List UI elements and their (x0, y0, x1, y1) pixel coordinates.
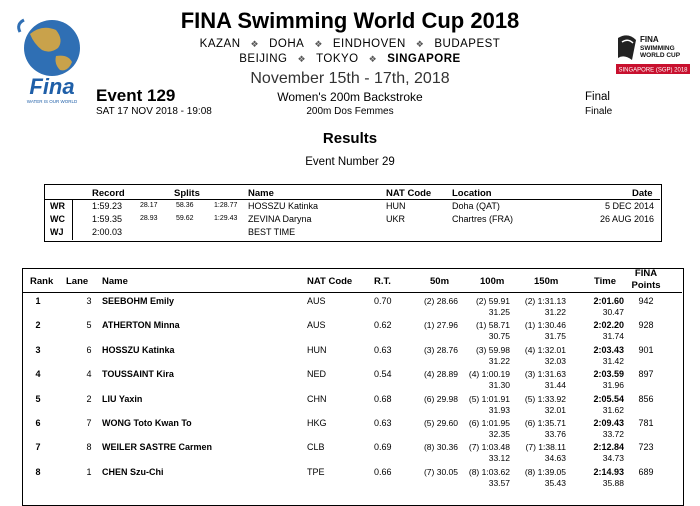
result-lane: 2 (86, 394, 92, 404)
result-swimmer-name: WONG Toto Kwan To (102, 418, 192, 428)
result-fina-points: 689 (638, 467, 654, 477)
separator-icon: ❖ (415, 39, 425, 49)
result-lap-200m: 30.47 (602, 307, 624, 317)
result-lap-100m: 31.30 (488, 380, 510, 390)
result-swimmer-name: SEEBOHM Emily (102, 296, 175, 306)
result-split-150m: (4) 1:32.01 (524, 345, 566, 355)
record-split-150: 1:29.43 (214, 215, 238, 222)
results-header-rt: R.T. (374, 276, 391, 287)
results-divider (22, 292, 682, 293)
result-split-150m: (8) 1:39.05 (524, 467, 566, 477)
record-split-50: 28.93 (140, 215, 158, 222)
records-header-name: Name (248, 188, 274, 199)
result-swimmer-name: WEILER SASTRE Carmen (102, 442, 213, 452)
result-lap-100m: 33.57 (488, 478, 510, 488)
world-cup-logo-line3: WORLD CUP (640, 52, 681, 59)
result-rank: 4 (35, 369, 41, 379)
records-header-date: Date (632, 188, 653, 199)
result-swimmer-name: HOSSZU Katinka (102, 345, 175, 355)
result-lane: 8 (86, 442, 92, 452)
separator-icon: ❖ (250, 39, 260, 49)
cities-row-1 (0, 38, 700, 50)
result-fina-points: 781 (638, 418, 654, 428)
record-location: Chartres (FRA) (452, 214, 514, 224)
results-header-rank: Rank (30, 276, 54, 287)
result-lap-100m: 33.12 (488, 453, 510, 463)
cities-row-2 (0, 53, 700, 65)
result-split-150m: (3) 1:31.63 (524, 369, 566, 379)
separator-icon: ❖ (297, 54, 307, 64)
results-header-lane: Lane (66, 276, 89, 287)
result-lap-100m: 32.35 (488, 429, 510, 439)
result-split-100m: (2) 59.91 (475, 296, 510, 306)
result-lap-150m: 31.44 (544, 380, 566, 390)
result-reaction-time: 0.63 (374, 418, 392, 428)
event-number-text: Event Number 29 (305, 156, 395, 168)
result-reaction-time: 0.54 (374, 369, 392, 379)
result-final-time: 2:14.93 (593, 467, 624, 477)
record-split-150: 1:28.77 (214, 202, 238, 209)
world-cup-logo-banner: SINGAPORE (SGP) 2018 (618, 67, 688, 74)
result-final-time: 2:03.59 (593, 369, 624, 379)
result-rank: 3 (35, 345, 41, 355)
result-swimmer-name: ATHERTON Minna (102, 320, 180, 330)
result-reaction-time: 0.69 (374, 442, 392, 452)
records-header-nat: NAT Code (386, 188, 432, 199)
records-table (44, 184, 662, 242)
records-type-divider (72, 199, 73, 240)
result-lane: 5 (86, 320, 92, 330)
world-cup-logo-line2: SWIMMING (640, 45, 675, 52)
result-reaction-time: 0.63 (374, 345, 392, 355)
record-date: 26 AUG 2016 (599, 214, 654, 224)
result-split-50m: (4) 28.89 (423, 369, 458, 379)
result-rank: 7 (35, 442, 41, 452)
event-dates: November 15th - 17th, 2018 (250, 70, 450, 87)
fina-logo-tagline: WATER IS OUR WORLD (26, 99, 78, 104)
result-split-100m: (3) 59.98 (475, 345, 510, 355)
result-lap-150m: 33.76 (544, 429, 566, 439)
result-rank: 1 (35, 296, 41, 306)
record-time: 1:59.35 (92, 214, 123, 224)
result-lap-200m: 31.96 (602, 380, 624, 390)
result-final-time: 2:05.54 (593, 394, 624, 404)
result-lane: 7 (86, 418, 92, 428)
result-rank: 5 (35, 394, 41, 404)
result-nat: CLB (307, 442, 325, 452)
result-lane: 1 (86, 467, 92, 477)
result-final-time: 2:02.20 (593, 320, 624, 330)
event-datetime: SAT 17 NOV 2018 - 19:08 (96, 106, 212, 117)
result-nat: CHN (307, 394, 327, 404)
result-fina-points: 942 (638, 296, 654, 306)
result-nat: NED (307, 369, 327, 379)
results-header-50m: 50m (430, 276, 450, 287)
results-header-100m: 100m (480, 276, 505, 287)
event-name-fr: 200m Dos Femmes (306, 106, 394, 117)
separator-icon: ❖ (314, 39, 323, 49)
record-type: WC (50, 214, 65, 224)
page-title: FINA Swimming World Cup 2018 (180, 8, 520, 33)
result-lap-150m: 32.01 (544, 405, 566, 415)
result-final-time: 2:01.60 (593, 296, 624, 306)
result-swimmer-name: CHEN Szu-Chi (102, 467, 164, 477)
result-lap-200m: 31.74 (602, 331, 624, 341)
result-rank: 8 (35, 467, 41, 477)
records-header-record: Record (92, 188, 125, 199)
record-split-100: 58.36 (176, 202, 194, 209)
result-fina-points: 856 (638, 394, 654, 404)
result-split-100m: (6) 1:01.95 (468, 418, 510, 428)
record-holder-name: HOSSZU Katinka (248, 201, 319, 211)
result-reaction-time: 0.68 (374, 394, 392, 404)
result-split-50m: (7) 30.05 (423, 467, 458, 477)
result-nat: TPE (307, 467, 325, 477)
event-name: Women's 200m Backstroke (277, 90, 423, 104)
result-nat: AUS (307, 296, 326, 306)
round-final: Final (585, 91, 610, 103)
result-split-50m: (3) 28.76 (423, 345, 458, 355)
record-time: 2:00.03 (92, 227, 123, 237)
result-lap-100m: 31.25 (488, 307, 510, 317)
city-singapore: SINGAPORE (387, 53, 461, 65)
result-lap-100m: 30.75 (488, 331, 510, 341)
result-split-100m: (8) 1:03.62 (468, 467, 510, 477)
record-split-50: 28.17 (140, 202, 158, 209)
city-kazan: KAZAN (199, 38, 241, 50)
result-lap-100m: 31.22 (488, 356, 510, 366)
fina-logo-text: Fina (29, 74, 75, 99)
result-nat: AUS (307, 320, 326, 330)
result-split-100m: (4) 1:00.19 (468, 369, 510, 379)
result-split-50m: (8) 30.36 (423, 442, 458, 452)
result-final-time: 2:12.84 (593, 442, 624, 452)
city-budapest: BUDAPEST (434, 38, 501, 50)
result-nat: HKG (307, 418, 327, 428)
record-nat: UKR (386, 214, 406, 224)
world-cup-logo-line1: FINA (640, 35, 659, 44)
result-nat: HUN (307, 345, 327, 355)
result-split-50m: (6) 29.98 (423, 394, 458, 404)
city-tokyo: TOKYO (316, 53, 359, 65)
result-lap-150m: 35.43 (544, 478, 566, 488)
results-header-points: Points (631, 280, 661, 291)
result-lane: 4 (86, 369, 92, 379)
records-header-splits: Splits (174, 188, 200, 199)
records-divider (44, 199, 660, 200)
result-split-50m: (5) 29.60 (423, 418, 458, 428)
result-rank: 6 (35, 418, 41, 428)
record-holder-name: ZEVINA Daryna (248, 214, 312, 224)
result-fina-points: 723 (638, 442, 654, 452)
record-nat: HUN (386, 201, 406, 211)
result-lap-200m: 34.73 (602, 453, 624, 463)
record-date: 5 DEC 2014 (604, 201, 654, 211)
result-split-100m: (5) 1:01.91 (468, 394, 510, 404)
result-fina-points: 928 (638, 320, 654, 330)
record-split-100: 59.62 (176, 215, 194, 222)
result-rank: 2 (35, 320, 41, 330)
city-eindhoven: EINDHOVEN (332, 38, 406, 50)
records-header-location: Location (452, 188, 492, 199)
result-lap-100m: 31.93 (488, 405, 510, 415)
round-final-fr: Finale (585, 106, 613, 117)
result-lap-150m: 31.22 (544, 307, 566, 317)
results-header-name: Name (102, 276, 128, 287)
result-reaction-time: 0.66 (374, 467, 392, 477)
city-beijing: BEIJING (239, 53, 288, 65)
result-lap-200m: 35.88 (602, 478, 624, 488)
record-type: WR (50, 201, 65, 211)
results-heading: Results (322, 130, 378, 147)
record-location: Doha (QAT) (452, 201, 500, 211)
result-final-time: 2:03.43 (593, 345, 624, 355)
results-header-150m: 150m (534, 276, 559, 287)
result-lap-200m: 31.62 (602, 405, 624, 415)
result-split-150m: (2) 1:31.13 (524, 296, 566, 306)
record-type: WJ (50, 227, 64, 237)
result-lap-200m: 31.42 (602, 356, 624, 366)
separator-icon: ❖ (368, 54, 378, 64)
result-final-time: 2:09.43 (593, 418, 624, 428)
results-header-nat: NAT Code (307, 276, 353, 287)
result-split-150m: (7) 1:38.11 (525, 442, 566, 452)
result-lane: 6 (86, 345, 92, 355)
record-holder-name: BEST TIME (248, 227, 296, 237)
result-swimmer-name: LIU Yaxin (102, 394, 143, 404)
result-reaction-time: 0.62 (374, 320, 392, 330)
result-fina-points: 901 (638, 345, 654, 355)
result-split-50m: (1) 27.96 (423, 320, 458, 330)
record-time: 1:59.23 (92, 201, 123, 211)
result-lap-150m: 34.63 (544, 453, 566, 463)
result-split-50m: (2) 28.66 (423, 296, 458, 306)
result-lap-150m: 31.75 (544, 331, 566, 341)
result-split-150m: (1) 1:30.46 (524, 320, 566, 330)
result-lap-150m: 32.03 (544, 356, 566, 366)
result-split-150m: (5) 1:33.92 (524, 394, 566, 404)
result-swimmer-name: TOUSSAINT Kira (102, 369, 174, 379)
results-header-fina: FINA (634, 268, 658, 279)
result-split-100m: (7) 1:03.48 (468, 442, 510, 452)
city-doha: DOHA (269, 38, 305, 50)
result-split-150m: (6) 1:35.71 (524, 418, 566, 428)
result-lane: 3 (86, 296, 92, 306)
result-fina-points: 897 (638, 369, 654, 379)
event-number: Event 129 (96, 86, 176, 105)
result-split-100m: (1) 58.71 (475, 320, 510, 330)
results-header-time: Time (594, 276, 617, 287)
result-reaction-time: 0.70 (374, 296, 392, 306)
result-lap-200m: 33.72 (602, 429, 624, 439)
